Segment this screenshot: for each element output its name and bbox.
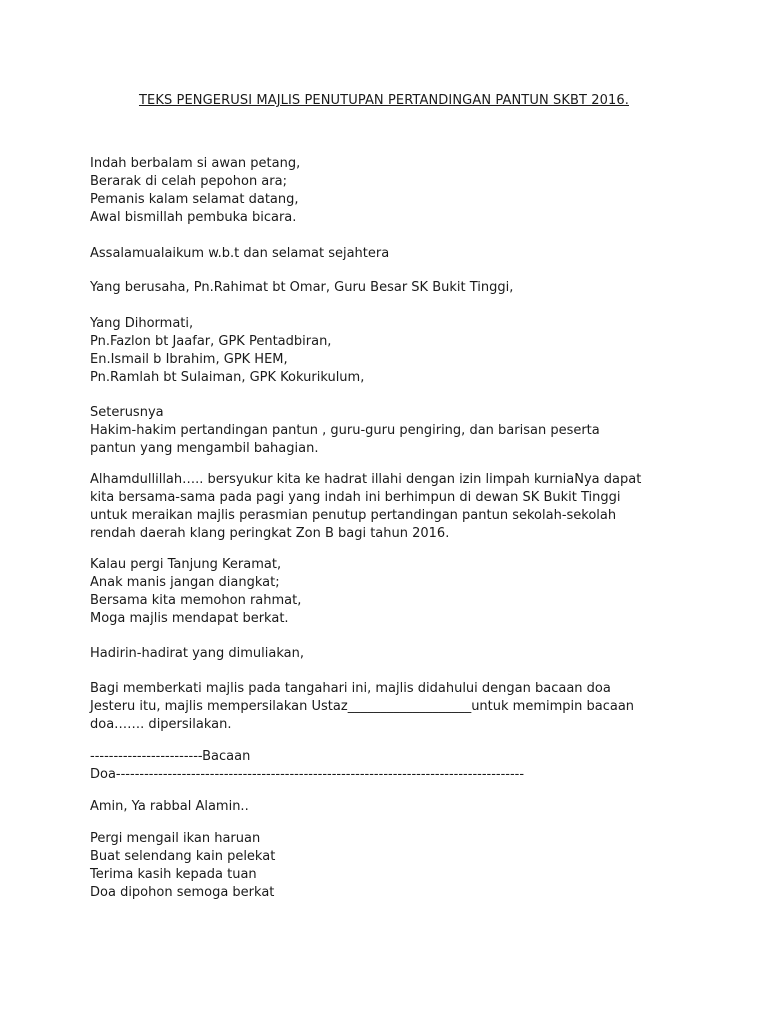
pantun-line: Terima kasih kepada tuan	[90, 867, 257, 882]
paragraph-line: Bagi memberkati majlis pada tangahari ini, majlis didahului dengan bacaan doa	[90, 681, 611, 696]
respected-line: En.Ismail b Ibrahim, GPK HEM,	[90, 352, 288, 367]
marker-line: ------------------------Bacaan	[90, 749, 251, 764]
paragraph-line: Hakim-hakim pertandingan pantun , guru-guru pengiring, dan barisan peserta	[90, 423, 600, 438]
further-paragraph	[90, 404, 690, 458]
document-title: TEKS PENGERUSI MAJLIS PENUTUPAN PERTANDINGAN PANTUN SKBT 2016.	[138, 93, 629, 108]
gratitude-paragraph	[90, 471, 690, 543]
second-pantun	[90, 556, 690, 628]
pantun-line: Awal bismillah pembuka bicara.	[90, 210, 297, 225]
paragraph-line: rendah daerah klang peringkat Zon B bagi tahun 2016.	[90, 526, 450, 541]
pantun-line: Buat selendang kain pelekat	[90, 849, 276, 864]
paragraph-line: pantun yang mengambil bahagian.	[90, 441, 319, 456]
paragraph-line: Alhamdullillah….. bersyukur kita ke hadrat illahi dengan izin limpah kurniaNya dapat	[90, 472, 642, 487]
paragraph-line: doa……. dipersilakan.	[90, 717, 232, 732]
marker-line: Doa---------------------------------------------------------------------------------------	[90, 767, 525, 782]
paragraph-line: untuk meraikan majlis perasmian penutup pertandingan pantun sekolah-sekolah	[90, 508, 617, 523]
pantun-line: Pergi mengail ikan haruan	[90, 831, 261, 846]
opening-pantun	[90, 155, 690, 227]
pantun-line: Berarak di celah pepohon ara;	[90, 174, 287, 189]
respected-line: Yang Dihormati,	[90, 316, 194, 331]
prayer-marker	[90, 748, 690, 784]
greeting-line: Assalamualaikum w.b.t dan selamat sejahtera	[90, 246, 390, 261]
paragraph-line: kita bersama-sama pada pagi yang indah ini berhimpun di dewan SK Bukit Tinggi	[90, 490, 621, 505]
amin-line: Amin, Ya rabbal Alamin..	[90, 799, 249, 814]
respected-guests	[90, 315, 690, 387]
pantun-line: Doa dipohon semoga berkat	[90, 885, 275, 900]
pantun-line: Bersama kita memohon rahmat,	[90, 593, 302, 608]
closing-pantun	[90, 830, 690, 902]
pantun-line: Anak manis jangan diangkat;	[90, 575, 280, 590]
address-line: Hadirin-hadirat yang dimuliakan,	[90, 646, 304, 661]
respected-line: Pn.Fazlon bt Jaafar, GPK Pentadbiran,	[90, 334, 332, 349]
paragraph-line: Jesteru itu, majlis mempersilakan Ustaz___________________untuk memimpin bacaan	[90, 699, 635, 714]
respected-line: Pn.Ramlah bt Sulaiman, GPK Kokurikulum,	[90, 370, 365, 385]
pantun-line: Moga majlis mendapat berkat.	[90, 611, 289, 626]
pantun-line: Kalau pergi Tanjung Keramat,	[90, 557, 282, 572]
paragraph-line: Seterusnya	[90, 405, 164, 420]
honoured-guest-line: Yang berusaha, Pn.Rahimat bt Omar, Guru Besar SK Bukit Tinggi,	[90, 280, 514, 295]
prayer-intro-paragraph	[90, 680, 690, 734]
document-body	[90, 155, 690, 902]
pantun-line: Indah berbalam si awan petang,	[90, 156, 301, 171]
pantun-line: Pemanis kalam selamat datang,	[90, 192, 299, 207]
